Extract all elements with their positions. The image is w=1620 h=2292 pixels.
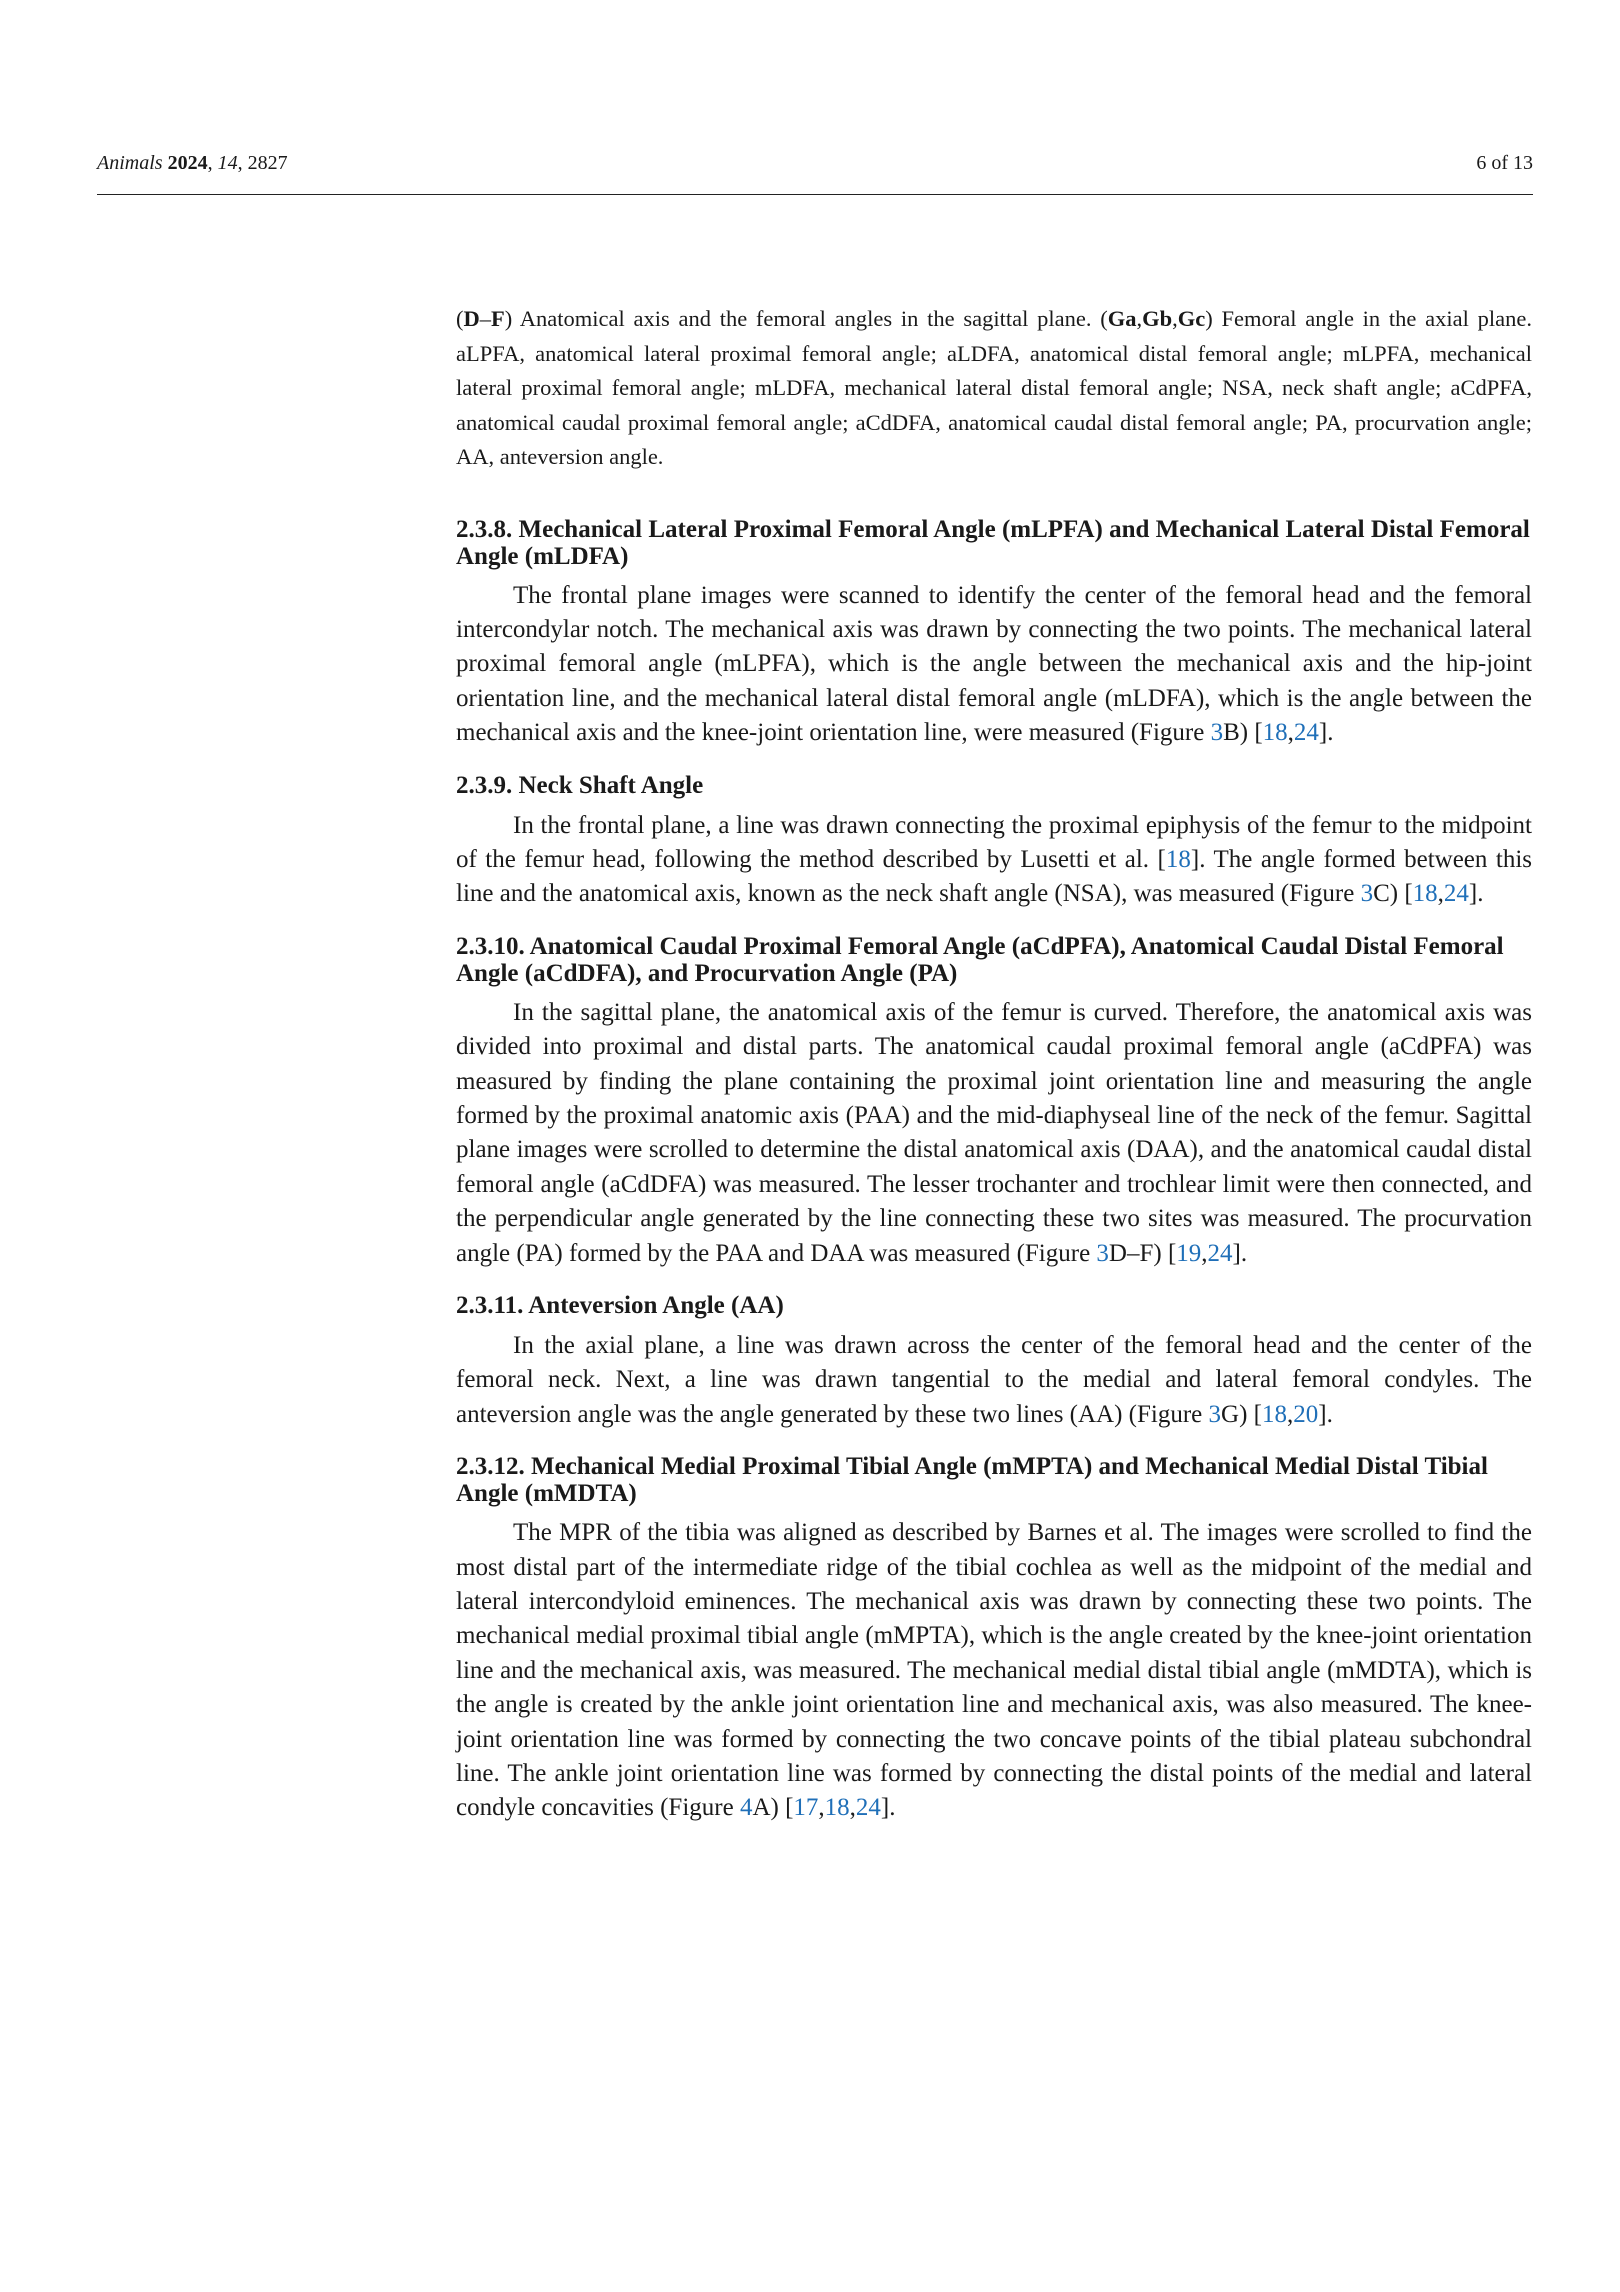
reference-link[interactable]: 20 [1293, 1400, 1319, 1428]
caption-panel-label: F [491, 306, 505, 331]
figure-caption: (D–F) Anatomical axis and the femoral angles in the sagittal plane. (Ga,Gb,Gc) Femoral angle in the axial plane. aLPFA, anatomical lateral proximal femoral angle; aLDFA, anatomical distal femoral angle; mLPFA, mechanical lateral proximal femoral angle; mLDFA, mechanical lateral distal femoral angle; NSA, neck shaft angle; aCdPFA, anatomical caudal proximal femoral angle; aCdDFA, anatomical caudal distal femoral angle; PA, procurvation angle; AA, anteversion angle. [456, 306, 1532, 469]
article-number: 2827 [247, 152, 288, 174]
figure-link[interactable]: 3 [1360, 880, 1374, 908]
section-paragraph: In the frontal plane, a line was drawn connecting the proximal epiphysis of the femur to the midpoint of the femur head, following the method described by Lusetti et al. [18]. The angle formed between this line and the anatomical axis, known as the neck shaft angle (NSA), was measured (Figure 3C) [18,24]. [456, 811, 1532, 908]
reference-link[interactable]: 24 [1293, 719, 1319, 747]
section-heading: 2.3.9. Neck Shaft Angle [456, 771, 704, 799]
section-paragraph: The MPR of the tibia was aligned as described by Barnes et al. The images were scrolled to find the most distal part of the intermediate ridge of the tibial cochlea as well as the midpoint of the medial and lateral intercondyloid eminences. The mechanical axis was drawn by connecting these two points. The mechanical medial proximal tibial angle (mMPTA), which is the angle created by the knee-joint orientation line and the mechanical axis, was measured. The mechanical medial distal tibial angle (mMDTA), which is the angle is created by the ankle joint orientation line and mechanical axis, was also measured. The knee-joint orientation line was formed by connecting the two concave points of the tibial plateau subchondral line. The ankle joint orientation line was formed by connecting the distal points of the medial and lateral condyle concavities (Figure 4A) [17,18,24]. [456, 1519, 1532, 1822]
figure-link[interactable]: 3 [1208, 1400, 1222, 1428]
page-header [97, 150, 1533, 195]
section-heading: 2.3.8. Mechanical Lateral Proximal Femoral Angle (mLPFA) and Mechanical Lateral Distal Femoral Angle (mLDFA) [456, 515, 1530, 570]
journal-year: 2024 [167, 152, 208, 174]
reference-link[interactable]: 24 [1207, 1239, 1233, 1267]
section-heading: 2.3.10. Anatomical Caudal Proximal Femoral Angle (aCdPFA), Anatomical Caudal Distal Femoral Angle (aCdDFA), and Procurvation Angle (PA) [456, 932, 1504, 987]
reference-link[interactable]: 24 [1443, 880, 1469, 908]
section-paragraph: In the axial plane, a line was drawn across the center of the femoral head and the center of the femoral neck. Next, a line was drawn tangential to the medial and lateral femoral condyles. The anteversion angle was the angle generated by these two lines (AA) (Figure 3G) [18,20]. [456, 1332, 1532, 1428]
reference-link[interactable]: 18 [1262, 719, 1288, 747]
figure-link[interactable]: 3 [1096, 1239, 1109, 1267]
page-body [456, 302, 1532, 1826]
journal-citation: Animals 2024, 14, 2827 [97, 152, 288, 174]
reference-link[interactable]: 18 [1165, 845, 1191, 873]
caption-panel-label: D [463, 306, 480, 331]
reference-link[interactable]: 18 [1412, 880, 1438, 908]
reference-link[interactable]: 19 [1176, 1239, 1202, 1267]
section-paragraph: The frontal plane images were scanned to identify the center of the femoral head and the femoral intercondylar notch. The mechanical axis was drawn by connecting the two points. The mechanical lateral proximal femoral angle (mLPFA), which is the angle between the mechanical axis and the hip-joint orientation line, and the mechanical lateral distal femoral angle (mLDFA), which is the angle between the mechanical axis and the knee-joint orientation line, were measured (Figure 3B) [18,24]. [456, 581, 1532, 747]
caption-panel-label: Ga [1107, 306, 1137, 331]
figure-link[interactable]: 4 [739, 1794, 753, 1822]
section-heading: 2.3.11. Anteversion Angle (AA) [456, 1292, 784, 1319]
journal-volume: 14 [217, 152, 238, 174]
reference-link[interactable]: 24 [855, 1794, 881, 1822]
reference-link[interactable]: 18 [1262, 1400, 1287, 1428]
journal-name: Animals [97, 152, 163, 174]
caption-panel-label: Gc [1177, 306, 1206, 331]
reference-link[interactable]: 17 [793, 1794, 819, 1822]
section-heading: 2.3.12. Mechanical Medial Proximal Tibial Angle (mMPTA) and Mechanical Medial Distal Tibial Angle (mMDTA) [456, 1453, 1488, 1508]
figure-link[interactable]: 3 [1210, 719, 1224, 747]
caption-panel-label: Gb [1142, 306, 1173, 331]
section-paragraph: In the sagittal plane, the anatomical axis of the femur is curved. Therefore, the anatomical axis was divided into proximal and distal parts. The anatomical caudal proximal femoral angle (aCdPFA) was measured by finding the plane containing the proximal joint orientation line and measuring the angle formed by the proximal anatomic axis (PAA) and the mid-diaphyseal line of the neck of the femur. Sagittal plane images were scrolled to determine the distal anatomical axis (DAA), and the anatomical caudal distal femoral angle (aCdDFA) was measured. The lesser trochanter and trochlear limit were then connected, and the perpendicular angle generated by the line connecting these two sites was measured. The procurvation angle (PA) formed by the PAA and DAA was measured (Figure 3D–F) [19,24]. [456, 998, 1532, 1267]
reference-link[interactable]: 18 [824, 1794, 850, 1822]
page-number: 6 of 13 [1476, 152, 1533, 174]
